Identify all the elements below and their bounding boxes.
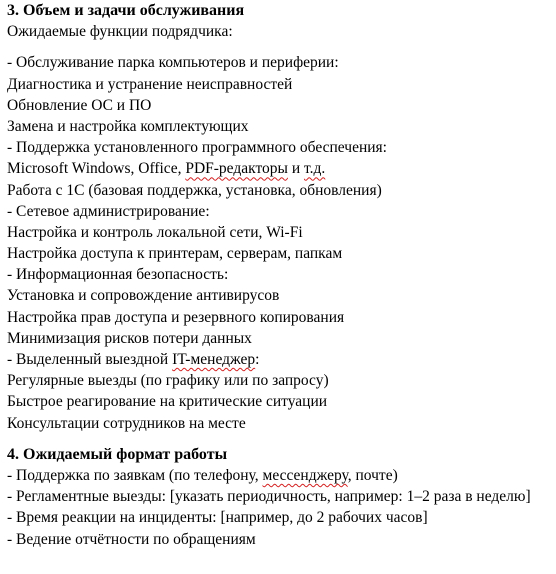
list-item: Работа с 1С (базовая поддержка, установка, обновления) bbox=[7, 181, 382, 199]
text-segment: - Поддержка по заявкам (по телефону, bbox=[7, 466, 263, 484]
list-item: - Сетевое администрирование: bbox=[7, 202, 210, 220]
text-segment: Microsoft Windows, Office, bbox=[7, 160, 186, 178]
list-item: Консультации сотрудников на месте bbox=[7, 414, 246, 432]
list-item-requests bbox=[7, 465, 555, 486]
paragraph-gap bbox=[7, 434, 555, 444]
list-item: Быстрое реагирование на критические ситуации bbox=[7, 393, 328, 411]
list-item: Настройка прав доступа и резервного копирования bbox=[7, 308, 345, 326]
list-item: Минимизация рисков потери данных bbox=[7, 329, 252, 347]
section-3-heading: 3. Объем и задачи обслуживания bbox=[7, 2, 245, 19]
list-item: - Поддержка установленного программного обеспечения: bbox=[7, 139, 387, 157]
list-item: Настройка доступа к принтерам, серверам, папкам bbox=[7, 245, 343, 263]
text-segment: , почте) bbox=[347, 466, 398, 484]
text-segment: и bbox=[287, 160, 304, 178]
text-segment: : bbox=[255, 351, 260, 368]
text-segment: - Выделенный выездной bbox=[7, 351, 173, 368]
spellcheck-flagged-word: IT-менеджер bbox=[172, 351, 256, 368]
list-item: Замена и настройка комплектующих bbox=[7, 117, 249, 135]
list-item-it-manager bbox=[7, 349, 555, 370]
list-item: - Обслуживание парка компьютеров и периферии: bbox=[7, 54, 339, 72]
list-item: Установка и сопровождение антивирусов bbox=[7, 287, 280, 305]
list-item-software bbox=[7, 158, 555, 179]
spellcheck-flagged-word: мессенджеру bbox=[262, 466, 348, 484]
document-body bbox=[7, 0, 555, 550]
section-4-heading: 4. Ожидаемый формат работы bbox=[7, 445, 228, 463]
list-item: Настройка и контроль локальной сети, Wi-Fi bbox=[7, 223, 303, 241]
list-item: Регулярные выезды (по графику или по запросу) bbox=[7, 372, 329, 390]
list-item: Диагностика и устранение неисправностей bbox=[7, 75, 293, 93]
section-3-intro: Ожидаемые функции подрядчика: bbox=[7, 23, 233, 41]
spellcheck-flagged-word: т.д. bbox=[303, 160, 326, 178]
list-item: - Время реакции на инциденты: [например, до 2 рабочих часов] bbox=[7, 509, 428, 527]
list-item: - Регламентные выезды: [указать периодичность, например: 1–2 раза в неделю] bbox=[7, 488, 531, 506]
list-item: - Информационная безопасность: bbox=[7, 266, 229, 284]
paragraph-gap bbox=[7, 42, 555, 52]
list-item: Обновление ОС и ПО bbox=[7, 96, 152, 114]
spellcheck-flagged-word: PDF-редакторы bbox=[185, 160, 288, 178]
list-item: - Ведение отчётности по обращениям bbox=[7, 530, 256, 548]
